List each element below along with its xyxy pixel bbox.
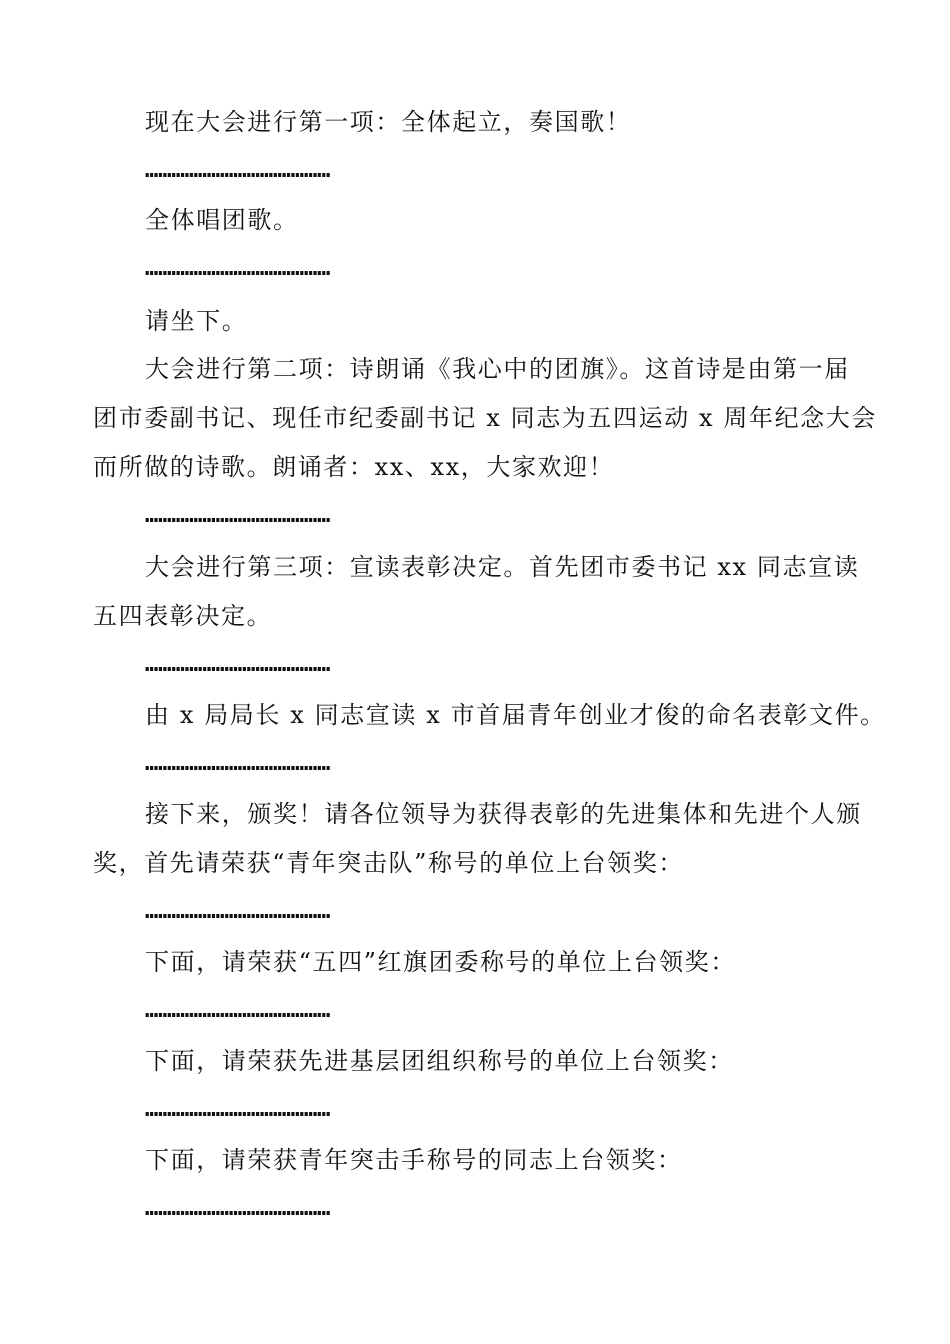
paragraph-item3-line1: 大会进行第三项：宣读表彰决定。首先团市委书记 xx 同志宣读 [145, 553, 860, 581]
ellipsis-separator: …………………………………… [145, 652, 331, 677]
paragraph-item2-line1: 大会进行第二项：诗朗诵《我心中的团旗》。这首诗是由第一届 [145, 355, 850, 383]
paragraph-anthem: 现在大会进行第一项：全体起立，奏国歌！ [145, 108, 632, 136]
ellipsis-separator: …………………………………… [145, 1196, 331, 1221]
ellipsis-separator: …………………………………… [145, 158, 331, 183]
paragraph-talent-document: 由 x 局局长 x 同志宣读 x 市首届青年创业才俊的命名表彰文件。 [145, 701, 886, 729]
paragraph-awards-line2: 奖，首先请荣获“青年突击队”称号的单位上台领奖： [93, 849, 684, 877]
paragraph-sit-down: 请坐下。 [145, 307, 248, 335]
paragraph-shock-worker-award: 下面，请荣获青年突击手称号的同志上台领奖： [145, 1146, 683, 1174]
ellipsis-separator: …………………………………… [145, 1097, 331, 1122]
ellipsis-separator: …………………………………… [145, 503, 331, 528]
ellipsis-separator: …………………………………… [145, 899, 331, 924]
ellipsis-separator: …………………………………… [145, 998, 331, 1023]
paragraph-awards-line1: 接下来，颁奖！请各位领导为获得表彰的先进集体和先进个人颁 [145, 800, 862, 828]
paragraph-red-flag-award: 下面，请荣获“五四”红旗团委称号的单位上台领奖： [145, 948, 736, 976]
paragraph-item2-line3: 而所做的诗歌。朗诵者：xx、xx，大家欢迎！ [93, 453, 615, 481]
paragraph-item2-line2: 团市委副书记、现任市纪委副书记 x 同志为五四运动 x 周年纪念大会 [93, 404, 877, 432]
ellipsis-separator: …………………………………… [145, 751, 331, 776]
paragraph-grassroots-award: 下面，请荣获先进基层团组织称号的单位上台领奖： [145, 1047, 734, 1075]
paragraph-item3-line2: 五四表彰决定。 [93, 602, 273, 630]
paragraph-league-song: 全体唱团歌。 [145, 206, 299, 234]
ellipsis-separator: …………………………………… [145, 256, 331, 281]
